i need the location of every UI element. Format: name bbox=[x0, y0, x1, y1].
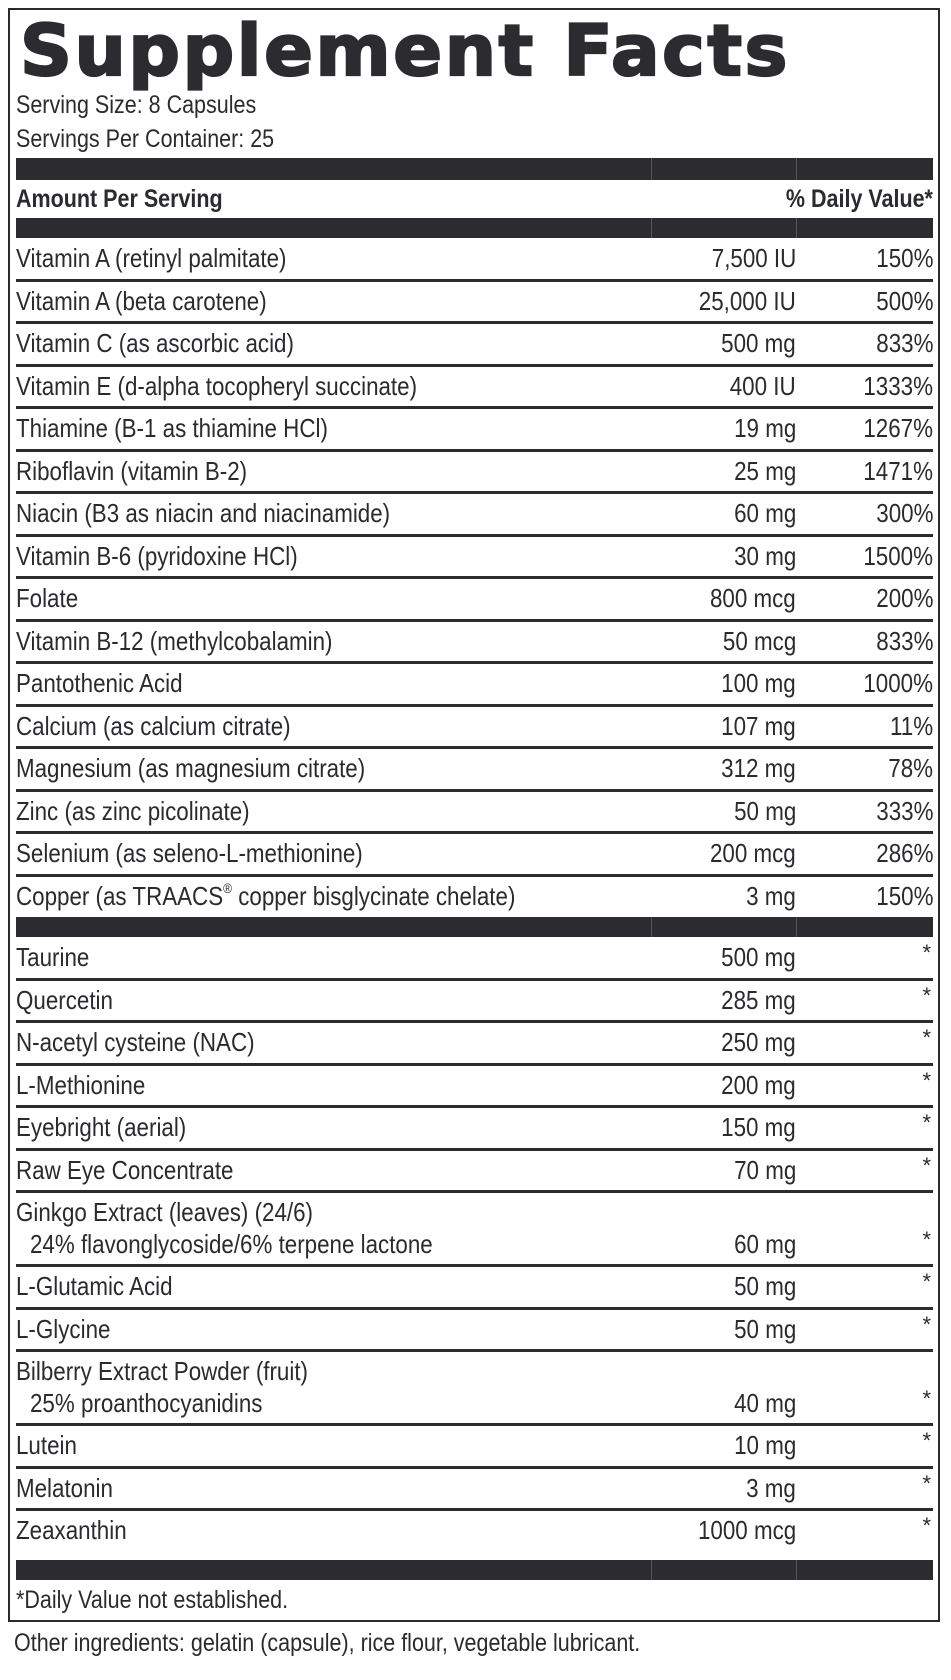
ingredient-subname: 24% flavonglycoside/6% terpene lactone bbox=[30, 1229, 433, 1259]
ingredient-row bbox=[16, 792, 933, 835]
ingredient-name: Folate bbox=[16, 583, 79, 613]
ingredient-amount: 3 mg bbox=[746, 880, 796, 911]
ingredient-daily-value: 286% bbox=[875, 838, 933, 868]
ingredient-amount: 25 mg bbox=[733, 455, 796, 486]
ingredient-name: N-acetyl cysteine (NAC) bbox=[16, 1027, 255, 1057]
ingredient-amount: 200 mcg bbox=[710, 838, 796, 868]
ingredient-name: Selenium (as seleno-L-methionine) bbox=[16, 838, 363, 868]
ingredient-subname: 25% proanthocyanidins bbox=[30, 1388, 263, 1418]
ingredient-name: Copper (as TRAACS® copper bisglycinate chelate) bbox=[16, 879, 516, 911]
ingredient-amount: 19 mg bbox=[733, 413, 796, 443]
ingredient-row bbox=[16, 494, 933, 537]
ingredient-amount: 10 mg bbox=[733, 1430, 796, 1460]
ingredient-amount: 400 IU bbox=[730, 370, 796, 401]
ingredient-name: Pantothenic Acid bbox=[16, 668, 183, 698]
ingredient-name: Zinc (as zinc picolinate) bbox=[16, 795, 250, 826]
ingredient-name: Vitamin C (as ascorbic acid) bbox=[16, 328, 294, 358]
ingredient-daily-value: * bbox=[922, 1311, 931, 1337]
ingredient-amount: 70 mg bbox=[733, 1154, 796, 1185]
ingredient-daily-value: * bbox=[922, 940, 931, 965]
ingredient-amount: 60 mg bbox=[733, 498, 796, 528]
ingredient-amount: 107 mg bbox=[721, 710, 796, 741]
ingredient-row bbox=[16, 1469, 933, 1512]
ingredient-daily-value: * bbox=[922, 1152, 931, 1178]
ingredient-row bbox=[16, 579, 933, 622]
column-header bbox=[16, 182, 933, 216]
ingredient-daily-value: * bbox=[922, 1025, 931, 1050]
ingredient-daily-value: 1000% bbox=[863, 668, 933, 698]
divider-bar-header bbox=[16, 218, 933, 238]
divider-bar-bottom bbox=[16, 1560, 933, 1580]
ingredient-daily-value: * bbox=[922, 1470, 931, 1496]
ingredient-row bbox=[16, 324, 933, 367]
ingredient-row bbox=[16, 622, 933, 665]
ingredient-row bbox=[16, 1267, 933, 1310]
ingredient-row bbox=[16, 1193, 933, 1267]
ingredient-amount: 200 mg bbox=[721, 1069, 796, 1100]
ingredient-name: Zeaxanthin bbox=[16, 1515, 127, 1545]
ingredient-name: Vitamin A (retinyl palmitate) bbox=[16, 243, 287, 273]
ingredient-name: Eyebright (aerial) bbox=[16, 1112, 187, 1142]
ingredient-daily-value: 1333% bbox=[863, 370, 933, 401]
ingredient-row bbox=[16, 1511, 933, 1554]
ingredient-amount: 312 mg bbox=[721, 753, 796, 783]
ingredient-row bbox=[16, 282, 933, 325]
ingredient-daily-value: * bbox=[922, 982, 931, 1008]
divider-bar-top bbox=[16, 158, 933, 180]
ingredient-name: Bilberry Extract Powder (fruit) bbox=[16, 1356, 308, 1386]
ingredient-row bbox=[16, 409, 933, 452]
ingredient-amount: 500 mg bbox=[721, 942, 796, 972]
ingredient-name: Vitamin B-12 (methylcobalamin) bbox=[16, 625, 333, 656]
ingredient-amount: 150 mg bbox=[721, 1112, 796, 1142]
ingredient-daily-value: * bbox=[922, 1428, 931, 1453]
ingredient-amount: 50 mg bbox=[733, 795, 796, 826]
ingredient-daily-value: 1471% bbox=[863, 455, 933, 486]
ingredient-daily-value: 833% bbox=[875, 328, 933, 358]
header-daily-value: % Daily Value* bbox=[785, 185, 933, 213]
ingredient-name: Thiamine (B-1 as thiamine HCl) bbox=[16, 413, 328, 443]
ingredient-row bbox=[16, 1023, 933, 1066]
ingredient-name: Melatonin bbox=[16, 1472, 113, 1503]
ingredient-daily-value: 500% bbox=[875, 285, 933, 316]
ingredient-daily-value: * bbox=[922, 1067, 931, 1093]
vitamin-list bbox=[16, 239, 933, 919]
ingredient-daily-value: 78% bbox=[888, 753, 933, 783]
ingredient-amount: 30 mg bbox=[733, 540, 796, 571]
ingredient-name: Lutein bbox=[16, 1430, 77, 1460]
ingredient-row bbox=[16, 981, 933, 1024]
servings-per-container: Servings Per Container: 25 bbox=[16, 125, 275, 153]
ingredient-daily-value: 150% bbox=[875, 880, 933, 911]
ingredient-row bbox=[16, 938, 933, 981]
ingredient-name: Taurine bbox=[16, 942, 90, 972]
ingredient-daily-value: * bbox=[922, 1227, 931, 1252]
ingredient-row bbox=[16, 1066, 933, 1109]
ingredient-name: L-Glutamic Acid bbox=[16, 1271, 173, 1301]
ingredient-daily-value: 300% bbox=[875, 498, 933, 528]
ingredient-amount: 25,000 IU bbox=[699, 285, 796, 316]
ingredient-daily-value: * bbox=[922, 1386, 931, 1411]
header-amount-per-serving: Amount Per Serving bbox=[16, 185, 223, 213]
ingredient-row bbox=[16, 239, 933, 282]
ingredient-amount: 500 mg bbox=[721, 328, 796, 358]
ingredient-name: Raw Eye Concentrate bbox=[16, 1154, 234, 1185]
ingredient-name: Vitamin E (d-alpha tocopheryl succinate) bbox=[16, 370, 418, 401]
ingredient-amount: 7,500 IU bbox=[711, 243, 796, 273]
ingredient-daily-value: 200% bbox=[875, 583, 933, 613]
ingredient-row bbox=[16, 1310, 933, 1353]
ingredient-daily-value: * bbox=[922, 1513, 931, 1538]
ingredient-daily-value: * bbox=[922, 1110, 931, 1135]
ingredient-row bbox=[16, 877, 933, 920]
ingredient-name: Calcium (as calcium citrate) bbox=[16, 710, 291, 741]
ingredient-amount: 1000 mcg bbox=[697, 1515, 796, 1545]
divider-bar-mid bbox=[16, 917, 933, 937]
other-ingredient-list bbox=[16, 938, 933, 1554]
ingredient-name: Quercetin bbox=[16, 984, 113, 1015]
ingredient-amount: 3 mg bbox=[746, 1472, 796, 1503]
ingredient-amount: 40 mg bbox=[733, 1388, 796, 1418]
ingredient-name: Niacin (B3 as niacin and niacinamide) bbox=[16, 498, 391, 528]
ingredient-daily-value: 150% bbox=[875, 243, 933, 273]
ingredient-daily-value: 1500% bbox=[863, 540, 933, 571]
ingredient-daily-value: 11% bbox=[889, 710, 933, 741]
ingredient-amount: 50 mcg bbox=[722, 625, 796, 656]
ingredient-amount: 60 mg bbox=[733, 1229, 796, 1259]
ingredient-row bbox=[16, 537, 933, 580]
ingredient-name: Ginkgo Extract (leaves) (24/6) bbox=[16, 1197, 314, 1227]
ingredient-row bbox=[16, 749, 933, 792]
ingredient-amount: 250 mg bbox=[721, 1027, 796, 1057]
ingredient-row bbox=[16, 834, 933, 877]
ingredient-amount: 50 mg bbox=[733, 1271, 796, 1301]
ingredient-daily-value: 1267% bbox=[863, 413, 933, 443]
label-title: Supplement Facts bbox=[20, 10, 791, 92]
ingredient-row bbox=[16, 452, 933, 495]
other-ingredients: Other ingredients: gelatin (capsule), rice flour, vegetable lubricant. bbox=[14, 1629, 641, 1657]
ingredient-name: Riboflavin (vitamin B-2) bbox=[16, 455, 248, 486]
ingredient-daily-value: 833% bbox=[875, 625, 933, 656]
ingredient-name: Magnesium (as magnesium citrate) bbox=[16, 753, 366, 783]
ingredient-row bbox=[16, 1108, 933, 1151]
ingredient-name: L-Methionine bbox=[16, 1069, 146, 1100]
ingredient-row bbox=[16, 367, 933, 410]
ingredient-name: Vitamin B-6 (pyridoxine HCl) bbox=[16, 540, 298, 571]
ingredient-row bbox=[16, 707, 933, 750]
ingredient-amount: 100 mg bbox=[721, 668, 796, 698]
ingredient-row bbox=[16, 1426, 933, 1469]
ingredient-daily-value: * bbox=[922, 1269, 931, 1294]
ingredient-row bbox=[16, 1352, 933, 1426]
ingredient-amount: 285 mg bbox=[721, 984, 796, 1015]
ingredient-name: L-Glycine bbox=[16, 1313, 111, 1344]
ingredient-name: Vitamin A (beta carotene) bbox=[16, 285, 267, 316]
footnote: *Daily Value not established. bbox=[16, 1586, 289, 1614]
ingredient-row bbox=[16, 1151, 933, 1194]
supplement-facts-panel bbox=[8, 8, 940, 1622]
ingredient-daily-value: 333% bbox=[875, 795, 933, 826]
ingredient-row bbox=[16, 664, 933, 707]
ingredient-amount: 800 mcg bbox=[710, 583, 796, 613]
ingredient-amount: 50 mg bbox=[733, 1313, 796, 1344]
serving-size: Serving Size: 8 Capsules bbox=[16, 91, 257, 119]
